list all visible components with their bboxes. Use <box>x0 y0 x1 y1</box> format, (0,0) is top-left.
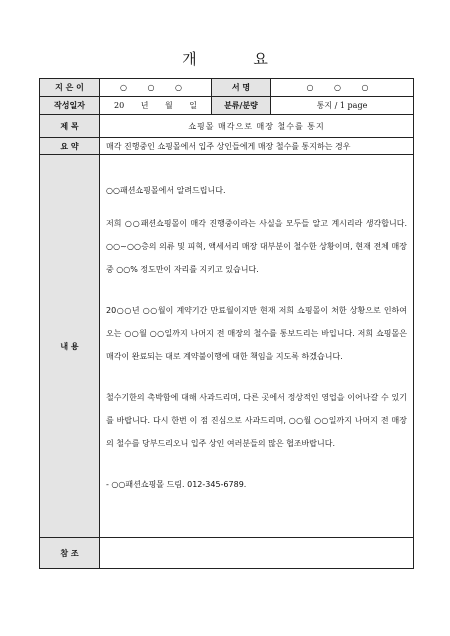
content-signature: - ○○패션쇼핑몰 드림. 012-345-6789. <box>106 479 247 489</box>
subject-value: 쇼핑몰 매각으로 매장 철수를 통지 <box>100 115 414 138</box>
content-paragraph: 20○○년 ○○월이 계약기간 만료월이지만 현재 저희 쇼핑몰이 처한 상황으로 인하여 오는 ○○월 ○○일까지 나머지 전 매장의 철수를 통보드리는 바입니다. 저희 쇼핑몰은 매각이 완료되는 대로 계약불이행에 대한 책임을 지도록 하겠습니다. <box>106 305 407 361</box>
content-body <box>100 155 414 538</box>
subject-label: 제 목 <box>40 115 100 138</box>
content-label: 내 용 <box>40 155 100 538</box>
summary-value: 매각 진행중인 쇼핑몰에서 입주 상인들에게 매장 철수를 통지하는 경우 <box>100 138 414 155</box>
subject-row <box>40 115 414 138</box>
content-paragraph: 철수기한의 촉박함에 대해 사과드리며, 다른 곳에서 정상적인 영업을 이어나갈 수 있기를 바랍니다. 다시 한번 이 점 진심으로 사과드리며, ○○월 ○○일까지 나머지 전 매장의 철수를 당부드리오니 입주 상인 여러분들의 많은 협조바랍니다. <box>106 392 407 448</box>
writer-value: ○ ○ ○ <box>100 79 212 97</box>
writer-row <box>40 79 414 97</box>
content-paragraph: ○○패션쇼핑몰에서 알려드립니다. <box>106 185 226 195</box>
summary-label: 요 약 <box>40 138 100 155</box>
date-value: 20 년 월 일 <box>100 97 212 115</box>
summary-form-table <box>39 78 414 569</box>
signature-value: ○ ○ ○ <box>271 79 414 97</box>
date-row <box>40 97 414 115</box>
reference-row <box>40 538 414 569</box>
document-title: 개 요 <box>182 50 294 68</box>
category-value: 통지 / 1 page <box>271 97 414 115</box>
signature-label: 서 명 <box>212 79 271 97</box>
content-row <box>40 155 414 538</box>
summary-row <box>40 138 414 155</box>
content-paragraph: 저희 ○○패션쇼핑몰이 매각 진행중이라는 사실을 모두들 알고 계시리라 생각합니다. ○○~○○층의 의류 및 피혁, 액세서리 매장 대부분이 철수한 상황이며, 현재 전체 매장 중 ○○% 정도만이 자리를 지키고 있습니다. <box>106 218 407 274</box>
date-label: 작성일자 <box>40 97 100 115</box>
writer-label: 지 은 이 <box>40 79 100 97</box>
category-label: 분류/분량 <box>212 97 271 115</box>
reference-label: 참 조 <box>40 538 100 569</box>
reference-value <box>100 538 414 569</box>
